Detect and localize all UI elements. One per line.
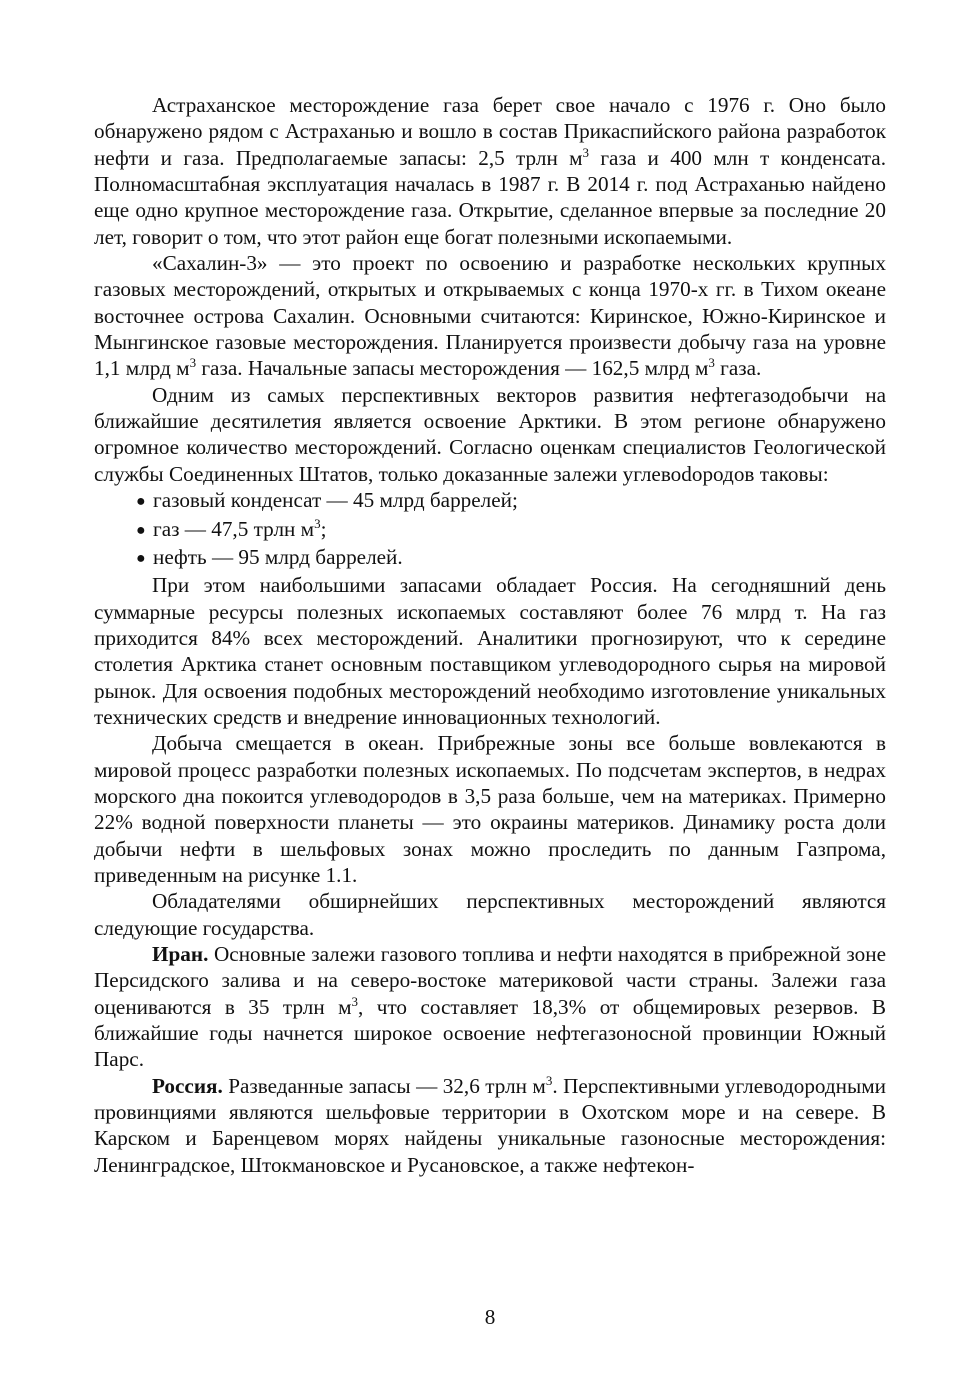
body-text [94,92,886,1178]
text-run: газа и 400 млн т конденсата. Полномасштабная эксплуатация началась в 1987 г. В 2014 г. под Астраханью найдено еще одно крупное месторождение газа. Открытие, сделанное впервые за последние 20 лет, говорит о том, что этот район еще богат полезными ископаемыми. [94,145,886,249]
text-run: Добыча смещается в океан. Прибрежные зоны все больше вовлекаются в мировой процесс разработки полезных ископаемых. По подсчетам экспертов, в недрах морского дна покоится углеводородов в 3,5 раза больше, чем на материках. Примерно 22% водной поверхности планеты — это окраины материков. Динамику роста доли добычи нефти в шельфовых зонах можно проследить по данным Газпрома, приведенным на рисунке 1.1. [94,731,886,887]
bullet-item [136,516,886,544]
page-number: 8 [484,1305,496,1329]
bullet-icon: ● [136,493,146,511]
superscript: 3 [314,515,321,531]
paragraph-arctic [94,382,886,487]
superscript: 3 [351,993,359,1009]
superscript: 3 [582,144,590,160]
text-run: Астраханское месторождение газа берет свое начало с 1976 г. Оно было обнаружено рядом с Астраханью и вошло в состав Прикаспийского района разработок нефти и газа. Предполагаемые запасы: 2,5 трлн м [94,93,886,170]
superscript: 3 [708,355,715,371]
bullet-text [153,517,326,541]
bullet-icon: ● [136,521,146,539]
text-run: Разведанные запасы — 32,6 трлн м [222,1073,546,1098]
paragraph-astrakhan [94,92,886,250]
text-run: газ — 47,5 трлн м [153,516,315,541]
paragraph-russia [94,1073,886,1178]
text-run: газа. Начальные запасы месторождения — 162,5 млрд м [196,356,709,381]
superscript: 3 [189,355,197,371]
bold-lead-in: Россия. [152,1073,223,1098]
text-run: При этом наибольшими запасами обладает Россия. На сегодняшний день суммарные ресурсы полезных ископаемых составляют более 76 млрд т. На газ приходится 84% всех месторождений. Аналитики прогнозируют, что к середине столетия Арктика станет основным поставщиком углеводородного сырья на мировой рынок. Для освоения подобных месторождений необходимо изготовление уникальных технических средств и внедрение инновационных технологий. [94,573,886,729]
reserves-bullet-list [94,487,886,572]
text-run: ; [320,516,327,541]
text-run: Основные залежи газового топлива и нефти находятся в прибрежной зоне Персидского залива и на северо-востоке материковой части страны. Залежи газа оцениваются в 35 трлн м [94,942,886,1019]
bold-lead-in: Иран. [152,942,209,966]
text-run: газовый конденсат — 45 млрд баррелей; [153,488,518,513]
bullet-icon: ● [136,549,146,567]
text-run: нефть — 95 млрд баррелей. [153,544,403,569]
bullet-item [136,544,886,572]
superscript: 3 [545,1072,553,1088]
text-run: «Сахалин-3» — это проект по освоению и разработке нескольких крупных газовых месторождений, открытых и открываемых с конца 1970-х гг. в Тихом океане восточнее острова Сахалин. Основными считаются: Киринское, Южно-Киринское и Мынгинское газовые месторождения. Планируется произвести добычу газа на уровне 1,1 млрд м [94,251,886,381]
paragraph-iran [94,941,886,1073]
text-run: . Перспективными углеводородными провинциями являются шельфовые территории в Охотском море и на севере. В Карском и Баренцевом морях найдены уникальные газоносные месторождения: Ленинградское, Штокмановское и Русановское, а также нефтекон- [94,1073,886,1177]
bullet-item [136,487,886,515]
paragraph-russia-resources [94,572,886,730]
paragraph-ocean-production [94,730,886,888]
text-run: , что составляет 18,3% от общемировых резервов. В ближайшие годы начнется широкое освоение нефтегазоносной провинции Южный Парс. [94,994,887,1072]
paragraph-sakhalin-3 [94,250,886,382]
text-run: Одним из самых перспективных векторов развития нефтегазодобычи на ближайшие десятилетия является освоение Арктики. В этом регионе обнаружено огромное количество месторождений. Согласно оценкам специалистов Геологической службы Соединенных Штатов, только доказанные залежи углевоdородов таковы: [94,382,886,486]
paragraph-states-intro [94,888,886,941]
text-run: Обладателями обширнейших перспективных месторождений являются следующие государства. [94,889,886,940]
text-run: газа. [714,356,762,381]
bullet-text [153,545,403,569]
bullet-text [153,488,518,512]
